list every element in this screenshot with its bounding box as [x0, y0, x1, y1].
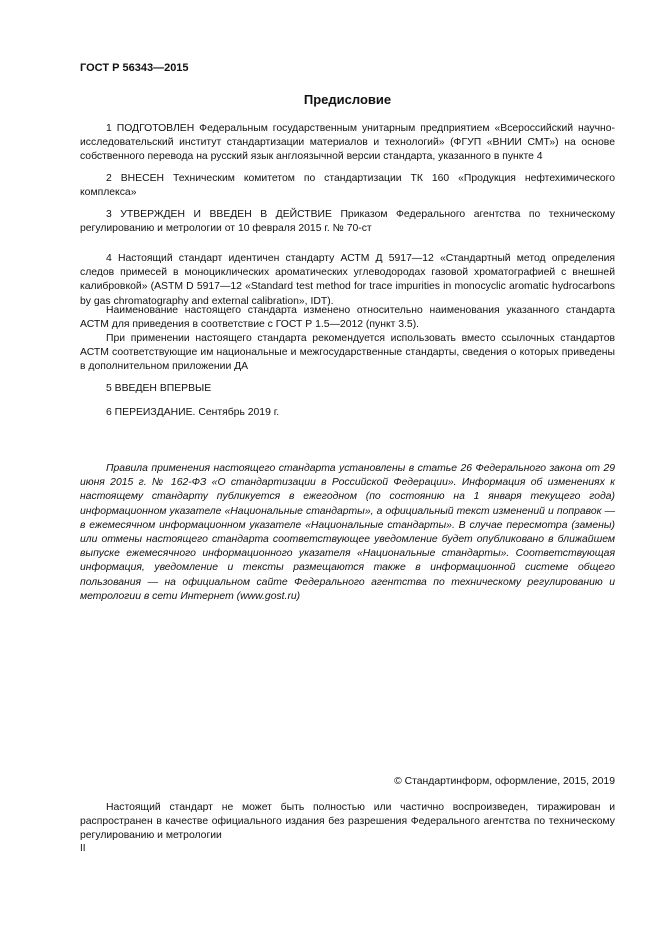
- paragraph-identical: 4 Настоящий стандарт идентичен стандарту АСТМ Д 5917—12 «Стандартный метод определения следов примесей в моноциклических ароматических углеводородах газовой хроматографией с внешней калибровкой» (ASTM D 5917—12 «Standard test method for trace impurities in monocyclic aromatic hydrocarbons by gas chromatography and external calibration», IDT).: [80, 253, 615, 307]
- paragraph-prepared: 1 ПОДГОТОВЛЕН Федеральным государственным унитарным предприятием «Всероссийский научно-исследовательский институт стандартизации материалов и технологий» (ФГУП «ВНИИ СМТ») на основе собственного перевода на русский язык англоязычной версии стандарта, указанного в пункте 4: [80, 123, 615, 163]
- document-header: ГОСТ Р 56343—2015: [80, 62, 189, 74]
- paragraph-name-changed: Наименование настоящего стандарта изменено относительно наименования указанного стандарта АСТМ для приведения в соответствие с ГОСТ Р 1.5—2012 (пункт 3.5).: [80, 305, 615, 331]
- paragraph-approved: 3 УТВЕРЖДЕН И ВВЕДЕН В ДЕЙСТВИЕ Приказом Федерального агентства по техническому регулированию и метрологии от 10 февраля 2015 г. № 70-ст: [80, 209, 615, 235]
- paragraph-reissue: 6 ПЕРЕИЗДАНИЕ. Сентябрь 2019 г.: [106, 407, 280, 418]
- copyright-line: © Стандартинформ, оформление, 2015, 2019: [394, 776, 615, 787]
- page-title: Предисловие: [303, 92, 392, 107]
- page-number: II: [80, 843, 86, 854]
- paragraph-first-introduced: 5 ВВЕДЕН ВПЕРВЫЕ: [106, 383, 212, 394]
- paragraph-introduced: 2 ВНЕСЕН Техническим комитетом по стандартизации ТК 160 «Продукция нефтехимического комплекса»: [80, 173, 615, 199]
- reproduction-notice: Настоящий стандарт не может быть полностью или частично воспроизведен, тиражирован и распространен в качестве официального издания без разрешения Федерального агентства по техническому регулированию и метрологии: [80, 802, 615, 842]
- paragraph-references: При применении настоящего стандарта рекомендуется использовать вместо ссылочных стандартов АСТМ соответствующие им национальные и межгосударственные стандарты, сведения о которых приведены в дополнительном приложении ДА: [80, 333, 615, 373]
- notice-block: Правила применения настоящего стандарта установлены в статье 26 Федерального закона от 29 июня 2015 г. № 162-ФЗ «О стандартизации в Российской Федерации». Информация об изменениях к настоящему стандарту публикуется в ежегодном (по состоянию на 1 января текущего года) информационном указателе «Национальные стандарты», а официальный текст изменений и поправок — в ежемесячном информационном указателе «Национальные стандарты». В случае пересмотра (замены) или отмены настоящего стандарта соответствующее уведомление будет опубликовано в ближайшем выпуске ежемесячного информационного указателя «Национальные стандарты». Соответствующая информация, уведомление и тексты размещаются также в информационной системе общего пользования — на официальном сайте Федерального агентства по техническому регулированию и метрологии в сети Интернет (www.gost.ru): [80, 463, 615, 602]
